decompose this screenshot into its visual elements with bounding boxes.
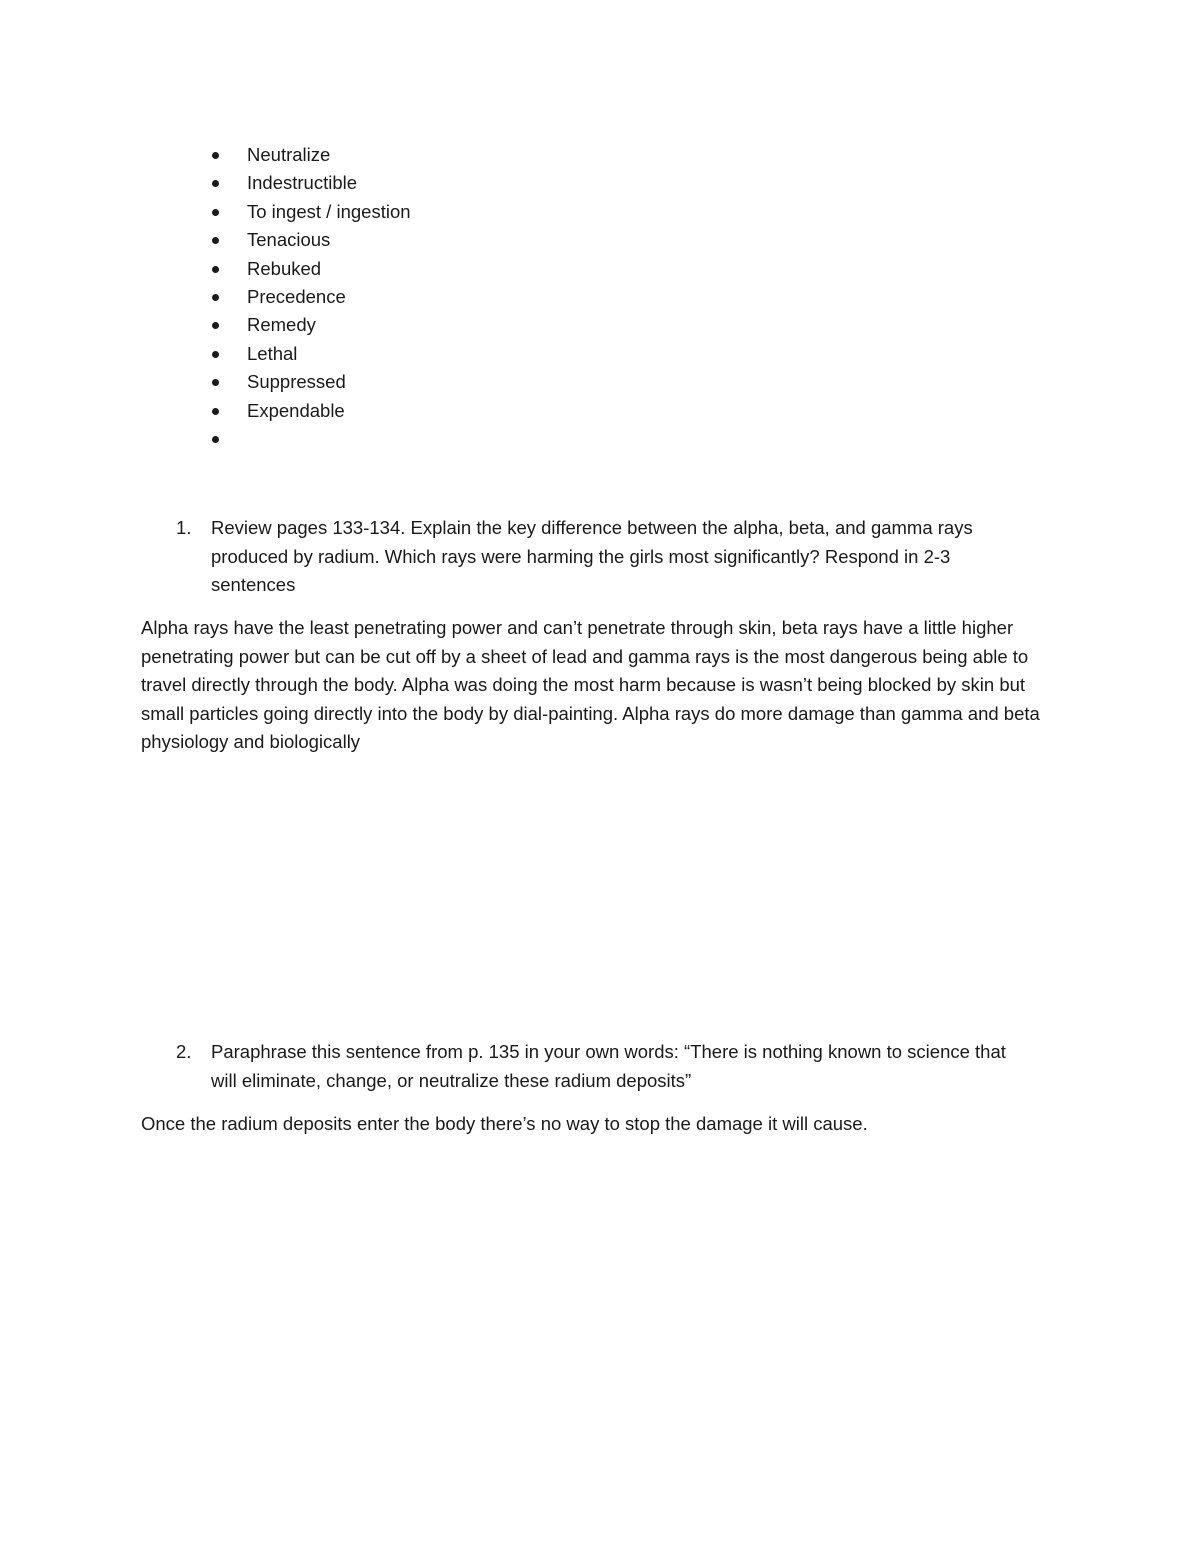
- vocab-item-empty: [205, 425, 411, 453]
- answer-2: Once the radium deposits enter the body there’s no way to stop the damage it will cause.: [141, 1113, 868, 1134]
- question-1: [176, 514, 1036, 600]
- answer-1: Alpha rays have the least penetrating power and can’t penetrate through skin, beta rays have a little higher penetrating power but can be cut off by a sheet of lead and gamma rays is the most dangerous being able to travel directly through the body. Alpha was doing the most harm because is wasn’t being blocked by skin but small particles going directly into the body by dial-painting. Alpha rays do more damage than gamma and beta physiology and biologically: [141, 617, 1040, 753]
- bullet-icon: [212, 379, 219, 386]
- vocab-term: Precedence: [247, 285, 346, 307]
- vocab-term: Indestructible: [247, 172, 358, 194]
- vocab-item: [205, 198, 411, 226]
- question-2: [176, 1038, 1036, 1095]
- vocab-term: Rebuked: [247, 257, 322, 279]
- question-number: 2.: [176, 1041, 192, 1062]
- bullet-icon: [212, 351, 219, 358]
- bullet-icon: [212, 152, 219, 159]
- vocabulary-list: [205, 141, 411, 453]
- vocab-term: To ingest / ingestion: [247, 200, 411, 222]
- vocab-term: Expendable: [247, 399, 345, 421]
- question-text: Paraphrase this sentence from p. 135 in your own words: “There is nothing known to science that will eliminate, change, or neutralize these radium deposits”: [211, 1041, 1006, 1091]
- question-text: Review pages 133-134. Explain the key difference between the alpha, beta, and gamma rays produced by radium. Which rays were harming the girls most significantly? Respond in 2-3 sentences: [211, 517, 973, 596]
- vocab-item: [205, 340, 411, 368]
- bullet-icon: [212, 209, 219, 216]
- vocab-term: Neutralize: [247, 144, 331, 165]
- bullet-icon: [212, 294, 219, 301]
- vocab-item: [205, 397, 411, 425]
- bullet-icon: [212, 436, 219, 443]
- bullet-icon: [212, 180, 219, 187]
- bullet-icon: [212, 237, 219, 244]
- vocab-item: [205, 368, 411, 396]
- vocab-item: [205, 169, 411, 197]
- vocab-term: Suppressed: [247, 371, 346, 393]
- vocab-item: [205, 283, 411, 311]
- vocab-term: Remedy: [247, 314, 316, 336]
- bullet-icon: [212, 266, 219, 273]
- vocab-term: Tenacious: [247, 229, 331, 251]
- vocab-item: [205, 311, 411, 339]
- bullet-icon: [212, 322, 219, 329]
- vocab-term: Lethal: [247, 342, 298, 364]
- vocab-item: [205, 141, 411, 169]
- vocab-item: [205, 255, 411, 283]
- bullet-icon: [212, 408, 219, 415]
- vocab-item: [205, 226, 411, 254]
- question-number: 1.: [176, 517, 192, 538]
